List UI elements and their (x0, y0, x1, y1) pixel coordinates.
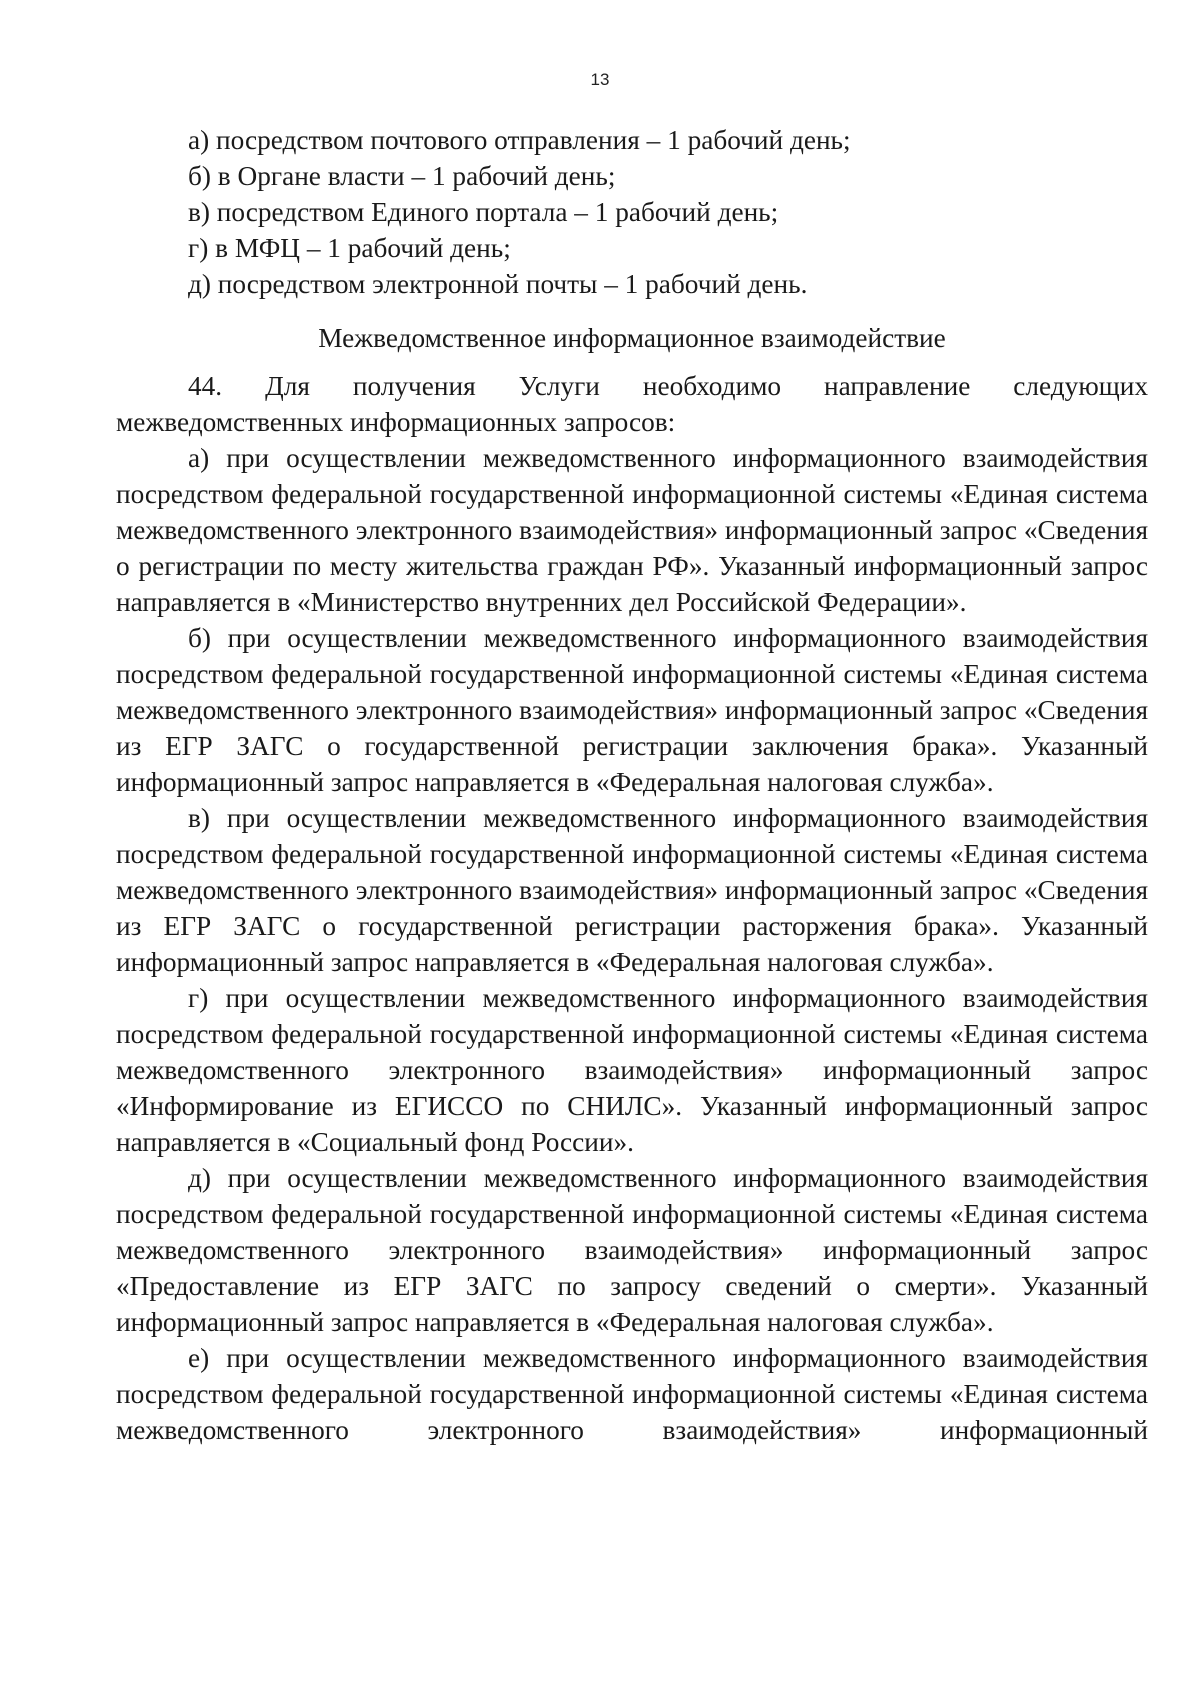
section-heading: Межведомственное информационное взаимодействие (318, 323, 946, 353)
paragraph-44-intro: 44. Для получения Услуги необходимо направление следующих межведомственных информационных запросов: (116, 371, 1148, 437)
paragraph-request-e: е) при осуществлении межведомственного информационного взаимодействия посредством федеральной государственной информационной системы «Единая система межведомственного электронного взаимодействия» информационный (116, 1343, 1148, 1445)
paragraph-request-g: г) при осуществлении межведомственного информационного взаимодействия посредством федеральной государственной информационной системы «Единая система межведомственного электронного взаимодействия» информационный запрос «Информирование из ЕГИССО по СНИЛС». Указанный информационный запрос направляется в «Социальный фонд России». (116, 983, 1148, 1157)
paragraph-request-v: в) при осуществлении межведомственного информационного взаимодействия посредством федеральной государственной информационной системы «Единая система межведомственного электронного взаимодействия» информационный запрос «Сведения из ЕГР ЗАГС о государственной регистрации расторжения брака». Указанный информационный запрос направляется в «Федеральная налоговая служба». (116, 803, 1148, 977)
term-item-a: а) посредством почтового отправления – 1 рабочий день; (188, 125, 851, 155)
paragraph-request-a: а) при осуществлении межведомственного информационного взаимодействия посредством федеральной государственной информационной системы «Единая система межведомственного электронного взаимодействия» информационный запрос «Сведения о регистрации по месту жительства граждан РФ». Указанный информационный запрос направляется в «Министерство внутренних дел Российской Федерации». (116, 443, 1148, 617)
page-number: 13 (590, 70, 610, 89)
term-item-d: д) посредством электронной почты – 1 рабочий день. (188, 269, 808, 299)
term-item-g: г) в МФЦ – 1 рабочий день; (188, 233, 511, 263)
paragraph-request-d: д) при осуществлении межведомственного информационного взаимодействия посредством федеральной государственной информационной системы «Единая система межведомственного электронного взаимодействия» информационный запрос «Предоставление из ЕГР ЗАГС по запросу сведений о смерти». Указанный информационный запрос направляется в «Федеральная налоговая служба». (116, 1163, 1148, 1337)
document-body (116, 122, 1148, 1448)
term-item-b: б) в Органе власти – 1 рабочий день; (188, 161, 616, 191)
paragraph-request-b: б) при осуществлении межведомственного информационного взаимодействия посредством федеральной государственной информационной системы «Единая система межведомственного электронного взаимодействия» информационный запрос «Сведения из ЕГР ЗАГС о государственной регистрации заключения брака». Указанный информационный запрос направляется в «Федеральная налоговая служба». (116, 623, 1148, 797)
term-item-v: в) посредством Единого портала – 1 рабочий день; (188, 197, 779, 227)
